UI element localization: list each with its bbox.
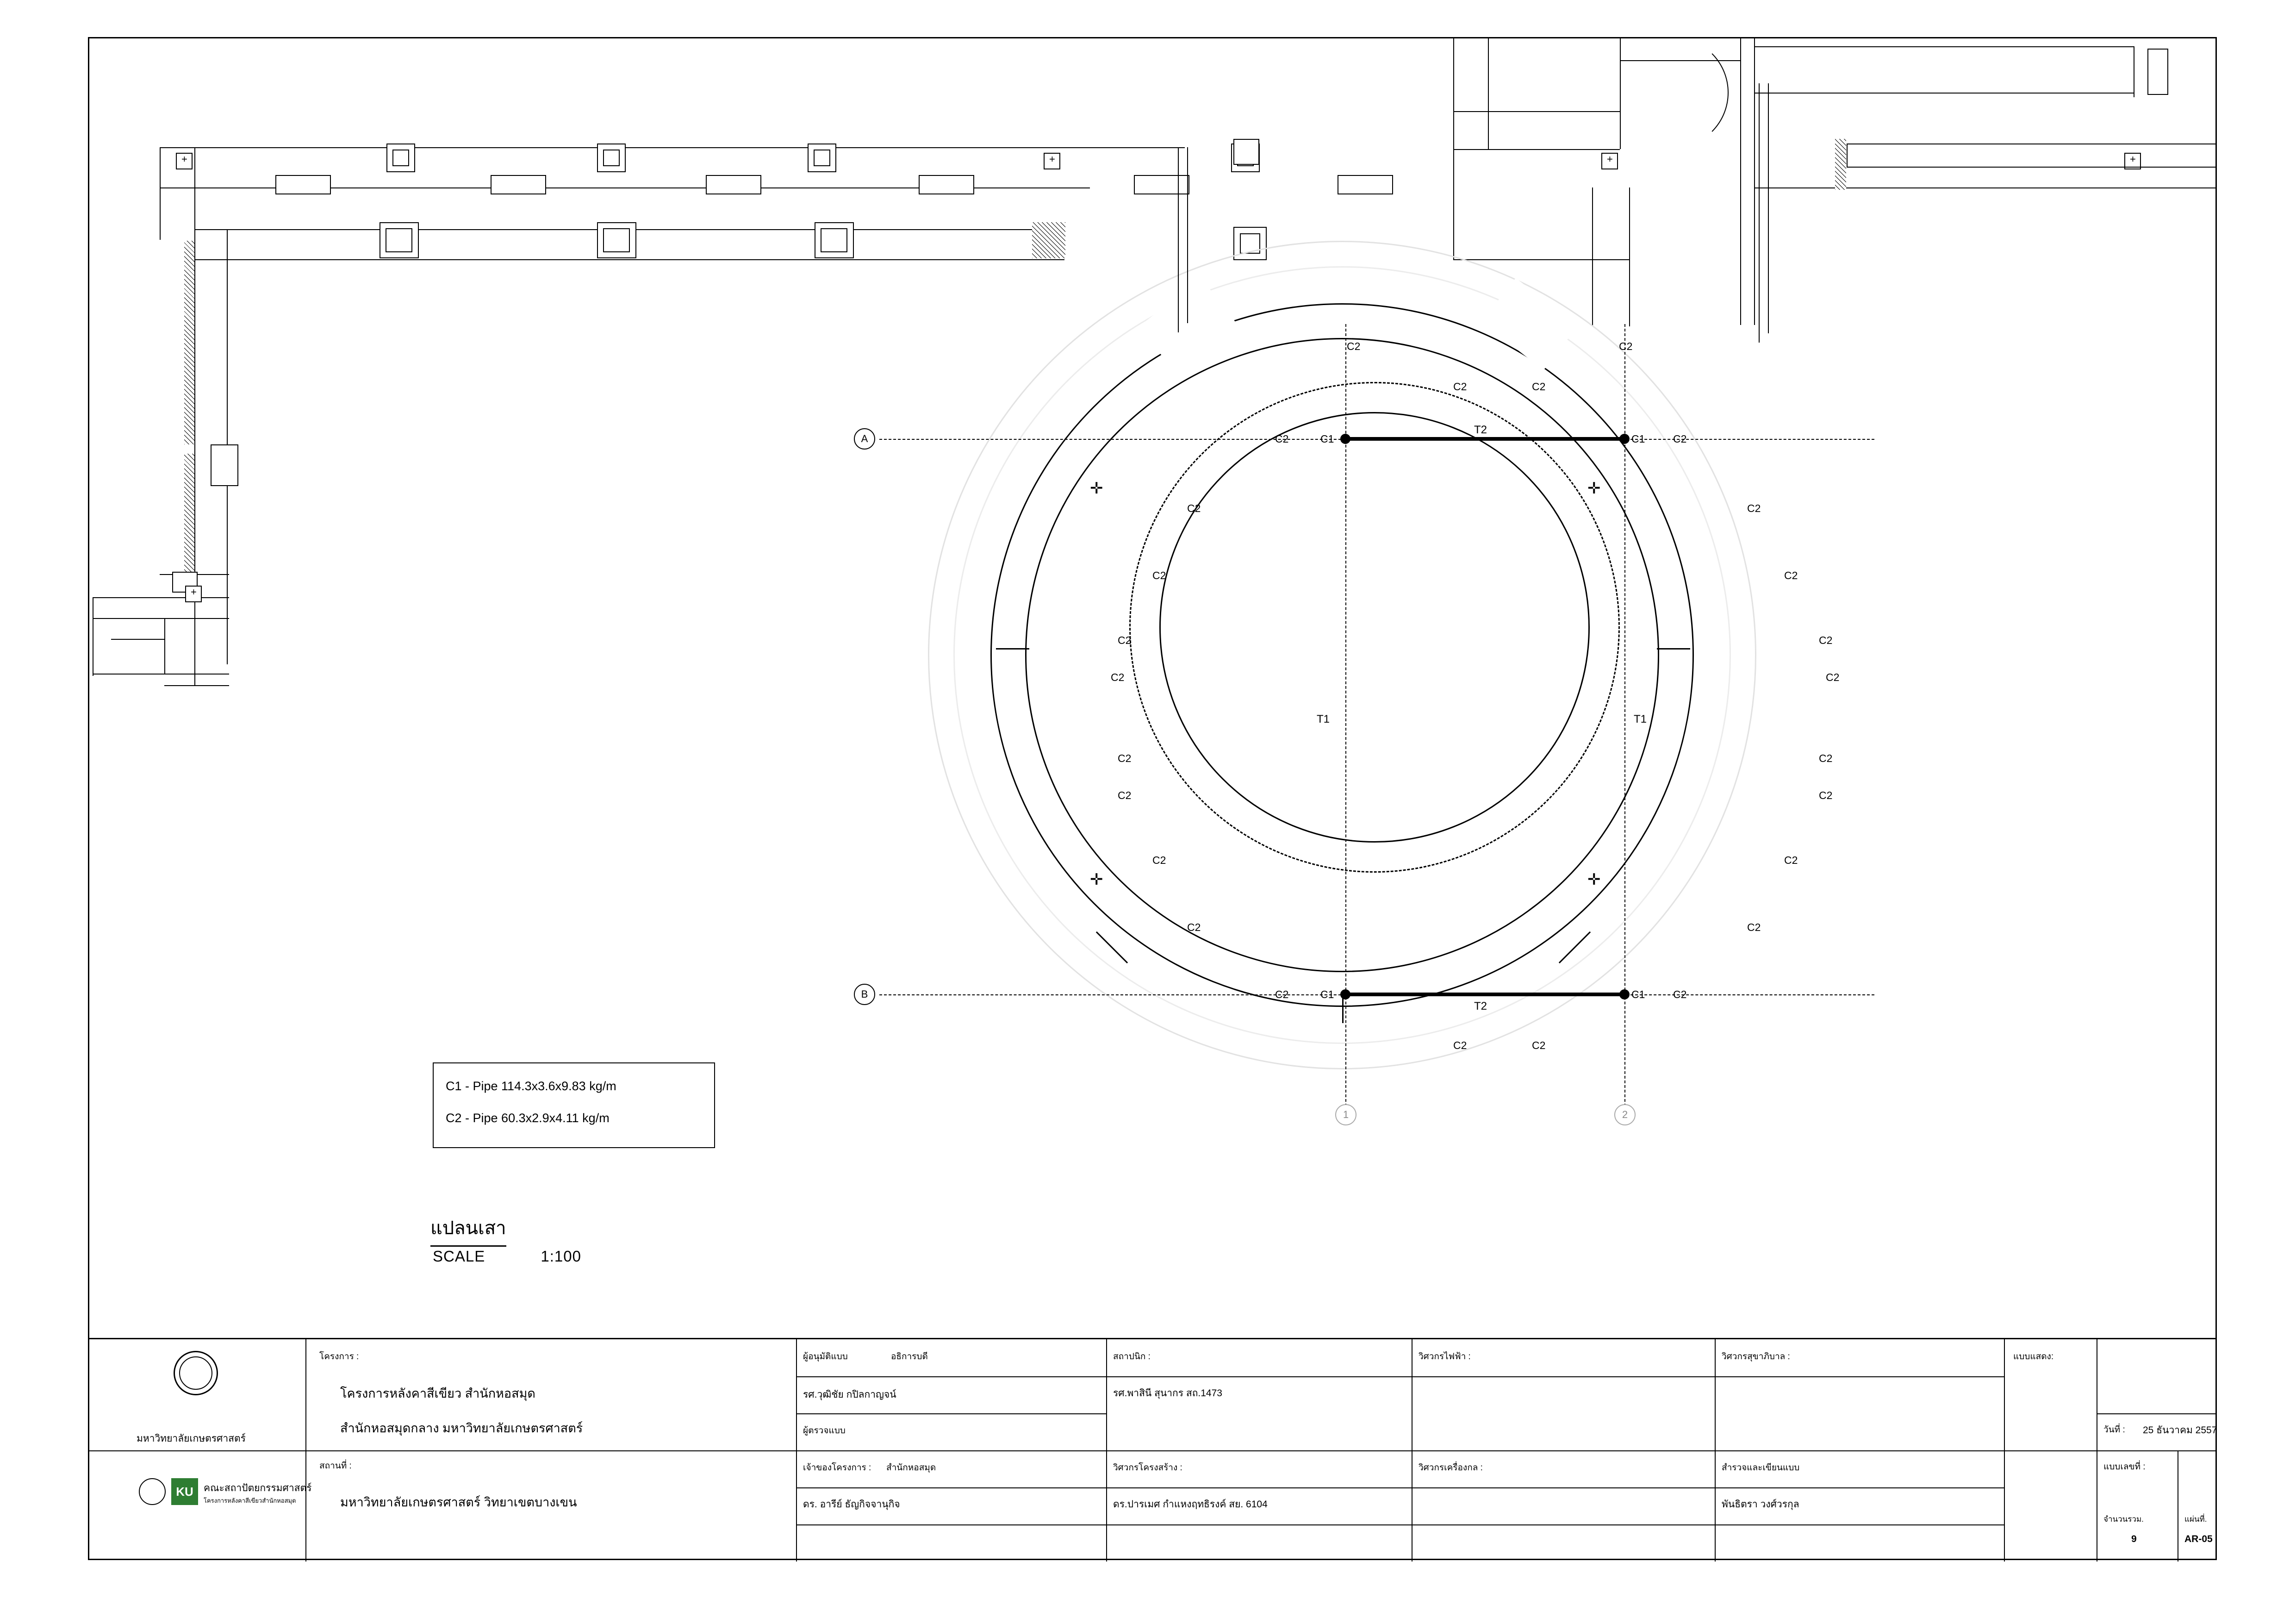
label-c2: C2 xyxy=(1747,502,1761,514)
grid-bubble-b-label: B xyxy=(861,988,868,1000)
label-c2: C2 xyxy=(1819,752,1833,764)
title-block xyxy=(88,1338,2217,1560)
label-c2: C2 xyxy=(1784,569,1798,581)
label-c2: C2 xyxy=(1118,634,1132,646)
grid-bubble-b xyxy=(854,984,875,1005)
label-c2: C2 xyxy=(1118,752,1132,764)
drawing-no-label: แบบเลขที่ : xyxy=(2103,1462,2146,1472)
sheet-label: แผ่นที่. xyxy=(2184,1515,2207,1524)
plan-scale-label: SCALE xyxy=(433,1248,485,1265)
label-c2: C2 xyxy=(1275,988,1289,1000)
inner-ring-solid xyxy=(1159,412,1590,843)
beam-t2-top xyxy=(1345,437,1625,441)
label-c2: C2 xyxy=(1275,433,1289,445)
structural-label: วิศวกรโครงสร้าง : xyxy=(1113,1463,1182,1473)
label-c2: C2 xyxy=(1187,921,1201,933)
label-t2-bottom: T2 xyxy=(1474,1000,1487,1012)
label-c1-2: C1 xyxy=(1631,433,1645,445)
label-c2: C2 xyxy=(1347,340,1361,352)
ku-mark-text: KU xyxy=(176,1484,193,1499)
owner-name: ดร. อารีย์ ธัญกิจจานุกิจ xyxy=(803,1499,900,1510)
project-label: โครงการ : xyxy=(319,1352,359,1362)
label-c2: C2 xyxy=(1784,854,1798,866)
grid-bubble-1 xyxy=(1335,1104,1356,1125)
label-c2: C2 xyxy=(1819,789,1833,801)
electrical-label: วิศวกรไฟฟ้า : xyxy=(1419,1352,1471,1362)
plan-scale-value: 1:100 xyxy=(541,1248,581,1265)
label-c2: C2 xyxy=(1453,381,1467,393)
university-seal xyxy=(174,1351,218,1395)
label-c2: C2 xyxy=(1747,921,1761,933)
project-name-line2: สำนักหอสมุดกลาง มหาวิทยาลัยเกษตรศาสตร์ xyxy=(340,1421,583,1435)
approver-role: อธิการบดี xyxy=(891,1352,928,1362)
faculty-caption: คณะสถาปัตยกรรมศาสตร์ xyxy=(204,1483,312,1493)
label-c2: C2 xyxy=(1826,671,1840,683)
structural-name: ดร.ปารเมศ กำแหงฤทธิรงค์ สย. 6104 xyxy=(1113,1499,1268,1510)
surveyor-label: สำรวจและเขียนแบบ xyxy=(1722,1463,1800,1473)
owner-label: เจ้าของโครงการ : xyxy=(803,1463,871,1473)
plan-title-text: แปลนเสา xyxy=(430,1213,506,1247)
beam-t2-bottom xyxy=(1345,993,1625,996)
surveyor-name: พันธิตรา วงศ์วรกุล xyxy=(1722,1499,1799,1510)
label-t2-top: T2 xyxy=(1474,424,1487,436)
checker-label: ผู้ตรวจแบบ xyxy=(803,1426,846,1436)
label-c2: C2 xyxy=(1532,381,1546,393)
date-value: 25 ธันวาคม 2557 xyxy=(2143,1425,2217,1436)
drawing-shows-label: แบบแสดง: xyxy=(2013,1352,2054,1362)
architect-name: รศ.พาสินี สุนากร สถ.1473 xyxy=(1113,1388,1222,1399)
ku-mark xyxy=(171,1478,198,1505)
total-value: 9 xyxy=(2131,1534,2137,1544)
approver-name: รศ.วุฒิชัย กปิลกาญจน์ xyxy=(803,1389,896,1400)
label-c1-4: C1 xyxy=(1631,988,1645,1000)
label-c2: C2 xyxy=(1532,1039,1546,1051)
label-c1-1: C1 xyxy=(1320,433,1334,445)
grid-bubble-2-label: 2 xyxy=(1622,1109,1628,1120)
grid-bubble-2 xyxy=(1614,1104,1636,1125)
sanitary-label: วิศวกรสุขาภิบาล : xyxy=(1722,1352,1790,1362)
grid-bubble-a xyxy=(854,428,875,450)
label-c2: C2 xyxy=(1673,433,1687,445)
label-c2: C2 xyxy=(1819,634,1833,646)
label-c2: C2 xyxy=(1118,789,1132,801)
grid-bubble-a-label: A xyxy=(861,433,868,444)
faculty-caption-sub: โครงการหลังคาสีเขียวสำนักหอสมุด xyxy=(204,1497,296,1504)
location-value: มหาวิทยาลัยเกษตรศาสตร์ วิทยาเขตบางเขน xyxy=(340,1495,577,1509)
architect-label: สถาปนิก : xyxy=(1113,1352,1151,1362)
label-c2: C2 xyxy=(1673,988,1687,1000)
label-t1-right: T1 xyxy=(1634,713,1647,725)
label-c2: C2 xyxy=(1453,1039,1467,1051)
label-c2: C2 xyxy=(1152,854,1166,866)
plan-scale xyxy=(433,1248,581,1265)
owner-value: สำนักหอสมุด xyxy=(886,1463,936,1473)
member-legend xyxy=(433,1062,715,1148)
label-t1-left: T1 xyxy=(1317,713,1330,725)
project-name-line1: โครงการหลังคาสีเขียว สำนักหอสมุด xyxy=(340,1387,535,1400)
label-c1-3: C1 xyxy=(1320,988,1334,1000)
total-label: จำนวนรวม. xyxy=(2103,1515,2144,1524)
faculty-seal xyxy=(139,1478,166,1505)
label-c2: C2 xyxy=(1187,502,1201,514)
label-c2: C2 xyxy=(1619,340,1633,352)
legend-item-c1: C1 - Pipe 114.3x3.6x9.83 kg/m xyxy=(446,1079,616,1093)
date-label: วันที่ : xyxy=(2103,1425,2125,1435)
plan-title xyxy=(430,1213,506,1247)
label-c2: C2 xyxy=(1111,671,1125,683)
drawing-sheet: + + + + + ✛ ✛ ✛ ✛ A B 1 2 T2 T2 T1 T1 C1 C1 C1 C1 C2 C2 C2 C2 C2 C2 C2 C2 C2 C2 C2 C2 C2 C2 C2 C2 C2 C2 C2 C2 C2 C2 C2 C2 C2 C2 C1 - Pipe 114.3x3.6x9.83 kg/m C2 - Pipe 60.3x2.9x4.11 kg/m แปลนเสา SCALE 1:100 มหาวิทยาลัยเกษตรศาสตร์ KU คณะสถาปัตยกรรมศาสตร์ โครงการหลังคาสีเขียวสำนักหอสมุด โครงการ : โครงการหลังคาสีเขียว สำนักหอสมุด สำนักหอสมุดกลาง มหาวิทยาลัยเกษตรศาสตร์ สถานที่ : มหาวิทยาลัยเกษตรศาสตร์ วิทยาเขตบางเขน ผู้อนุมัติแบบ อธิการบดี รศ.วุฒิชัย กปิลกาญจน์ ผู้ตรวจแบบ เจ้าของโครงการ : สำนักหอสมุด ดร. อารีย์ ธัญกิจจานุกิจ สถาปนิก : รศ.พาสินี สุนากร สถ.1473 วิศวกรโครงสร้าง : ดร.ปารเมศ กำแหงฤทธิรงค์ สย. 6104 วิศวกรไฟฟ้า : วิศวกรเครื่องกล : วิศวกรสุขาภิบาล : สำรวจและเขียนแบบ พันธิตรา วงศ์วรกุล แบบแสดง: วันที่ : 25 ธันวาคม 2557 แบบเลขที่ : จำนวนรวม. 9 แผ่นที่. AR-05 xyxy=(0,0,2296,1624)
org-caption: มหาวิทยาลัยเกษตรศาสตร์ xyxy=(137,1433,246,1444)
location-label: สถานที่ : xyxy=(319,1461,352,1471)
approver-label: ผู้อนุมัติแบบ xyxy=(803,1352,848,1362)
mechanical-label: วิศวกรเครื่องกล : xyxy=(1419,1463,1483,1473)
legend-item-c2: C2 - Pipe 60.3x2.9x4.11 kg/m xyxy=(446,1111,610,1125)
label-c2: C2 xyxy=(1152,569,1166,581)
sheet-value: AR-05 xyxy=(2184,1534,2213,1544)
grid-bubble-1-label: 1 xyxy=(1343,1109,1349,1120)
